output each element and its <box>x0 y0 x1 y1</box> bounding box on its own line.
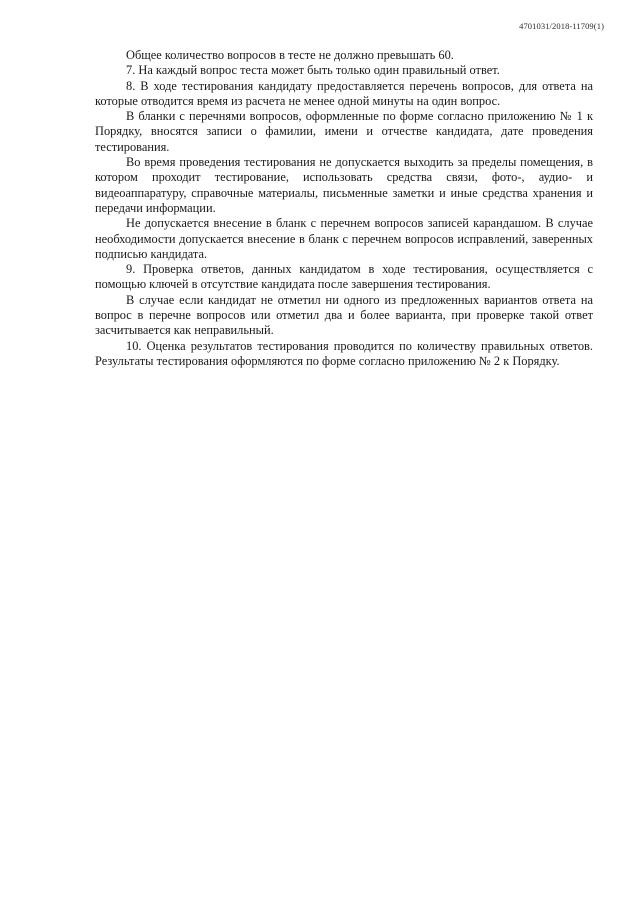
paragraph-item-9: 9. Проверка ответов, данных кандидатом в ходе тестирования, осуществляется с помощью ключей в отсутствие кандидата после завершения тестирования. <box>95 262 593 292</box>
paragraph-testing-rules: Во время проведения тестирования не допускается выходить за пределы помещения, в котором проходит тестирование, использовать средства связи, фото-, аудио- и видеоаппаратуру, справочные материалы, письменные заметки и иные средства хранения и передачи информации. <box>95 155 593 215</box>
paragraph-question-forms: В бланки с перечнями вопросов, оформленные по форме согласно приложению № 1 к Порядку, вносятся записи о фамилии, имени и отчестве кандидата, дате проведения тестирования. <box>95 109 593 154</box>
paragraph-pencil-rule: Не допускается внесение в бланк с перечнем вопросов записей карандашом. В случае необходимости допускается внесение в бланк с перечнем вопросов исправлений, заверенных подписью кандидата. <box>95 216 593 261</box>
paragraph-question-limit: Общее количество вопросов в тесте не должно превышать 60. <box>126 48 454 62</box>
paragraph-item-8: 8. В ходе тестирования кандидату предоставляется перечень вопросов, для ответа на которые отводится время из расчета не менее одной минуты на один вопрос. <box>95 78 593 108</box>
paragraph-wrong-answer-rule: В случае если кандидат не отметил ни одного из предложенных вариантов ответа на вопрос в перечне вопросов или отметил два и более варианта, при проверке такой ответ засчитывается как неправильный. <box>95 292 593 338</box>
document-body <box>95 48 593 369</box>
paragraph-item-7: 7. На каждый вопрос теста может быть только один правильный ответ. <box>126 63 500 78</box>
paragraph-item-10: 10. Оценка результатов тестирования проводится по количеству правильных ответов. Результаты тестирования оформляются по форме согласно приложению № 2 к Порядку. <box>95 338 593 368</box>
document-number: 4701031/2018-11709(1) <box>519 21 604 31</box>
